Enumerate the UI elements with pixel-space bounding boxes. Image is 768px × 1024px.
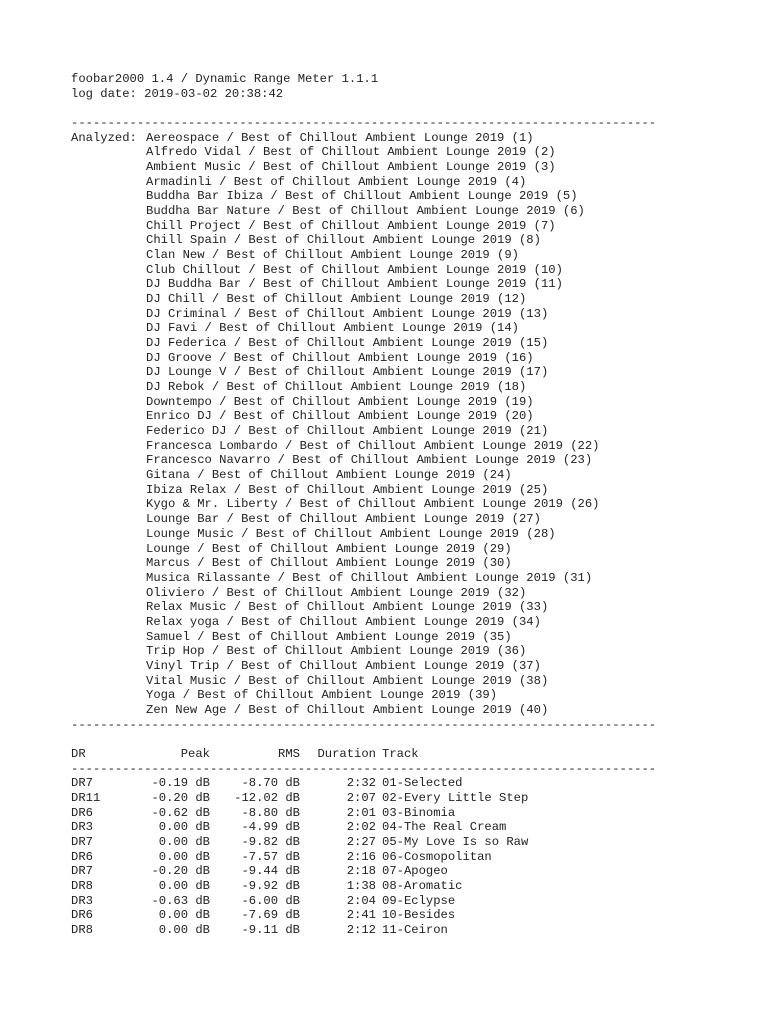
analyzed-item <box>71 380 768 395</box>
analyzed-indent <box>71 483 146 498</box>
analyzed-item <box>71 497 768 512</box>
analyzed-item-text: Armadinli / Best of Chillout Ambient Lounge 2019 (4) <box>146 174 527 189</box>
analyzed-list <box>71 131 768 718</box>
cell-rms: -9.82 dB <box>241 834 300 849</box>
analyzed-label: Analyzed: <box>71 130 137 145</box>
analyzed-item-text: Aereospace / Best of Chillout Ambient Lounge 2019 (1) <box>146 130 534 145</box>
table-row <box>71 820 768 835</box>
analyzed-item-text: Vinyl Trip / Best of Chillout Ambient Lounge 2019 (37) <box>146 658 541 673</box>
cell-rms: -7.69 dB <box>241 908 300 923</box>
analyzed-indent <box>71 600 146 615</box>
analyzed-indent <box>71 145 146 160</box>
analyzed-item <box>71 321 768 336</box>
cell-dr: DR11 <box>71 790 101 805</box>
analyzed-indent <box>71 189 146 204</box>
header-dr: DR <box>71 746 86 761</box>
cell-rms: -9.44 dB <box>241 864 300 879</box>
analyzed-indent <box>71 659 146 674</box>
analyzed-item-text: Clan New / Best of Chillout Ambient Lounge 2019 (9) <box>146 248 519 263</box>
cell-track: 09-Eclypse <box>382 893 456 908</box>
analyzed-indent <box>71 233 146 248</box>
analyzed-item <box>71 688 768 703</box>
analyzed-item <box>71 674 768 689</box>
analyzed-item-text: Buddha Bar Nature / Best of Chillout Ambient Lounge 2019 (6) <box>146 204 585 219</box>
analyzed-item <box>71 292 768 307</box>
analyzed-item <box>71 336 768 351</box>
analyzed-item-text: Marcus / Best of Chillout Ambient Lounge 2019 (30) <box>146 556 512 571</box>
analyzed-item-text: Relax yoga / Best of Chillout Ambient Lounge 2019 (34) <box>146 614 541 629</box>
analyzed-item-text: Ibiza Relax / Best of Chillout Ambient Lounge 2019 (25) <box>146 482 549 497</box>
analyzed-item-text: DJ Criminal / Best of Chillout Ambient Lounge 2019 (13) <box>146 306 549 321</box>
cell-track: 03-Binomia <box>382 805 456 820</box>
cell-peak: 0.00 dB <box>158 820 210 835</box>
separator-analyzed-end: -------------------------------------------------------------------------------- <box>71 717 657 732</box>
analyzed-item <box>71 468 768 483</box>
cell-duration: 2:32 <box>346 776 376 791</box>
analyzed-item-text: Alfredo Vidal / Best of Chillout Ambient Lounge 2019 (2) <box>146 145 556 160</box>
analyzed-indent <box>71 542 146 557</box>
analyzed-item-text: Federico DJ / Best of Chillout Ambient Lounge 2019 (21) <box>146 424 549 439</box>
analyzed-item <box>71 175 768 190</box>
analyzed-item-text: Relax Music / Best of Chillout Ambient Lounge 2019 (33) <box>146 600 549 615</box>
cell-dr: DR7 <box>71 834 93 849</box>
analyzed-item <box>71 204 768 219</box>
header-peak: Peak <box>180 746 210 761</box>
header-line-1: foobar2000 1.4 / Dynamic Range Meter 1.1.1 <box>71 72 379 86</box>
analyzed-indent <box>71 615 146 630</box>
analyzed-item <box>71 409 768 424</box>
analyzed-indent <box>71 160 146 175</box>
cell-peak: 0.00 dB <box>158 908 210 923</box>
analyzed-item <box>71 395 768 410</box>
cell-peak: 0.00 dB <box>158 849 210 864</box>
analyzed-item <box>71 233 768 248</box>
cell-track: 07-Apogeo <box>382 864 448 879</box>
table-body <box>71 776 768 937</box>
cell-dr: DR3 <box>71 820 93 835</box>
analyzed-indent <box>71 439 146 454</box>
cell-rms: -4.99 dB <box>241 820 300 835</box>
analyzed-item <box>71 659 768 674</box>
analyzed-item-text: DJ Favi / Best of Chillout Ambient Lounge 2019 (14) <box>146 321 519 336</box>
cell-peak: -0.19 dB <box>151 776 210 791</box>
analyzed-indent <box>71 351 146 366</box>
cell-dr: DR7 <box>71 864 93 879</box>
analyzed-indent <box>71 175 146 190</box>
analyzed-indent <box>71 497 146 512</box>
cell-rms: -12.02 dB <box>234 790 300 805</box>
analyzed-indent <box>71 527 146 542</box>
analyzed-item <box>71 615 768 630</box>
analyzed-item-text: Samuel / Best of Chillout Ambient Lounge 2019 (35) <box>146 629 512 644</box>
analyzed-item <box>71 542 768 557</box>
analyzed-item <box>71 263 768 278</box>
separator-top: -------------------------------------------------------------------------------- <box>71 116 657 131</box>
cell-track: 11-Ceiron <box>382 922 448 937</box>
cell-peak: 0.00 dB <box>158 878 210 893</box>
analyzed-item <box>71 556 768 571</box>
analyzed-item-text: DJ Buddha Bar / Best of Chillout Ambient Lounge 2019 (11) <box>146 277 563 292</box>
cell-track: 08-Aromatic <box>382 878 463 893</box>
analyzed-item-text: Ambient Music / Best of Chillout Ambient Lounge 2019 (3) <box>146 160 556 175</box>
analyzed-item <box>71 586 768 601</box>
analyzed-indent <box>71 688 146 703</box>
analyzed-item <box>71 131 768 146</box>
cell-rms: -6.00 dB <box>241 893 300 908</box>
analyzed-item <box>71 439 768 454</box>
cell-rms: -8.80 dB <box>241 805 300 820</box>
cell-peak: -0.20 dB <box>151 864 210 879</box>
cell-rms: -8.70 dB <box>241 776 300 791</box>
analyzed-indent <box>71 204 146 219</box>
cell-duration: 2:41 <box>346 908 376 923</box>
cell-peak: -0.62 dB <box>151 805 210 820</box>
analyzed-indent <box>71 453 146 468</box>
analyzed-item <box>71 365 768 380</box>
cell-duration: 1:38 <box>346 878 376 893</box>
blank-line <box>71 732 768 747</box>
analyzed-indent <box>71 321 146 336</box>
analyzed-item <box>71 277 768 292</box>
analyzed-indent <box>71 703 146 718</box>
cell-dr: DR3 <box>71 893 93 908</box>
analyzed-item-text: Downtempo / Best of Chillout Ambient Lounge 2019 (19) <box>146 394 534 409</box>
cell-duration: 2:02 <box>346 820 376 835</box>
analyzed-item <box>71 453 768 468</box>
analyzed-indent <box>71 424 146 439</box>
analyzed-item <box>71 160 768 175</box>
table-row <box>71 776 768 791</box>
analyzed-item <box>71 248 768 263</box>
analyzed-indent <box>71 512 146 527</box>
analyzed-item <box>71 703 768 718</box>
analyzed-item-text: Lounge Music / Best of Chillout Ambient Lounge 2019 (28) <box>146 526 556 541</box>
cell-peak: -0.63 dB <box>151 893 210 908</box>
analyzed-item-text: Chill Project / Best of Chillout Ambient Lounge 2019 (7) <box>146 218 556 233</box>
cell-peak: 0.00 dB <box>158 922 210 937</box>
blank-line <box>71 101 768 116</box>
header-duration: Duration <box>317 746 376 761</box>
analyzed-item-text: Yoga / Best of Chillout Ambient Lounge 2019 (39) <box>146 688 498 703</box>
analyzed-item-text: DJ Chill / Best of Chillout Ambient Lounge 2019 (12) <box>146 292 527 307</box>
analyzed-item-text: Lounge / Best of Chillout Ambient Lounge 2019 (29) <box>146 541 512 556</box>
analyzed-item-text: Zen New Age / Best of Chillout Ambient Lounge 2019 (40) <box>146 702 549 717</box>
analyzed-item <box>71 145 768 160</box>
analyzed-indent <box>71 674 146 689</box>
analyzed-indent <box>71 365 146 380</box>
table-row <box>71 923 768 938</box>
analyzed-item <box>71 307 768 322</box>
analyzed-item <box>71 527 768 542</box>
cell-dr: DR7 <box>71 776 93 791</box>
analyzed-indent <box>71 219 146 234</box>
analyzed-indent <box>71 292 146 307</box>
analyzed-item-text: DJ Federica / Best of Chillout Ambient Lounge 2019 (15) <box>146 336 549 351</box>
cell-dr: DR6 <box>71 908 93 923</box>
analyzed-item-text: Francesco Navarro / Best of Chillout Ambient Lounge 2019 (23) <box>146 453 593 468</box>
analyzed-indent <box>71 556 146 571</box>
cell-track: 06-Cosmopolitan <box>382 849 492 864</box>
cell-peak: -0.20 dB <box>151 790 210 805</box>
analyzed-indent <box>71 380 146 395</box>
table-row <box>71 791 768 806</box>
cell-duration: 2:07 <box>346 790 376 805</box>
analyzed-item <box>71 189 768 204</box>
analyzed-item-text: Enrico DJ / Best of Chillout Ambient Lounge 2019 (20) <box>146 409 534 424</box>
cell-duration: 2:04 <box>346 893 376 908</box>
cell-duration: 2:27 <box>346 834 376 849</box>
cell-rms: -9.92 dB <box>241 878 300 893</box>
analyzed-indent <box>71 395 146 410</box>
analyzed-indent <box>71 644 146 659</box>
cell-duration: 2:01 <box>346 805 376 820</box>
analyzed-item-text: Chill Spain / Best of Chillout Ambient Lounge 2019 (8) <box>146 233 541 248</box>
analyzed-item-text: Buddha Bar Ibiza / Best of Chillout Ambient Lounge 2019 (5) <box>146 189 578 204</box>
table-header <box>71 747 768 762</box>
analyzed-item-text: Kygo & Mr. Liberty / Best of Chillout Ambient Lounge 2019 (26) <box>146 497 600 512</box>
analyzed-indent <box>71 336 146 351</box>
cell-duration: 2:18 <box>346 864 376 879</box>
table-row <box>71 806 768 821</box>
cell-track: 04-The Real Cream <box>382 820 507 835</box>
table-row <box>71 908 768 923</box>
analyzed-indent <box>71 586 146 601</box>
analyzed-indent <box>71 409 146 424</box>
header-line-2: log date: 2019-03-02 20:38:42 <box>71 86 284 101</box>
analyzed-indent <box>71 263 146 278</box>
analyzed-item-text: Musica Rilassante / Best of Chillout Ambient Lounge 2019 (31) <box>146 570 593 585</box>
analyzed-item <box>71 571 768 586</box>
cell-dr: DR8 <box>71 878 93 893</box>
cell-peak: 0.00 dB <box>158 834 210 849</box>
cell-track: 10-Besides <box>382 908 456 923</box>
table-row <box>71 879 768 894</box>
table-row <box>71 850 768 865</box>
analyzed-item <box>71 424 768 439</box>
analyzed-item <box>71 600 768 615</box>
cell-dr: DR8 <box>71 922 93 937</box>
cell-track: 02-Every Little Step <box>382 790 529 805</box>
analyzed-item-text: Oliviero / Best of Chillout Ambient Lounge 2019 (32) <box>146 585 527 600</box>
analyzed-item <box>71 630 768 645</box>
analyzed-item-text: Gitana / Best of Chillout Ambient Lounge 2019 (24) <box>146 468 512 483</box>
analyzed-indent <box>71 248 146 263</box>
analyzed-item-text: Vital Music / Best of Chillout Ambient Lounge 2019 (38) <box>146 673 549 688</box>
cell-duration: 2:16 <box>346 849 376 864</box>
analyzed-item-text: DJ Groove / Best of Chillout Ambient Lounge 2019 (16) <box>146 350 534 365</box>
analyzed-item-text: Trip Hop / Best of Chillout Ambient Lounge 2019 (36) <box>146 644 527 659</box>
header-track: Track <box>382 746 419 761</box>
cell-rms: -9.11 dB <box>241 922 300 937</box>
analyzed-item <box>71 483 768 498</box>
analyzed-item-text: DJ Rebok / Best of Chillout Ambient Lounge 2019 (18) <box>146 380 527 395</box>
cell-dr: DR6 <box>71 849 93 864</box>
cell-track: 01-Selected <box>382 776 463 791</box>
cell-track: 05-My Love Is so Raw <box>382 834 529 849</box>
cell-rms: -7.57 dB <box>241 849 300 864</box>
analyzed-indent <box>71 277 146 292</box>
separator-table: -------------------------------------------------------------------------------- <box>71 761 657 776</box>
analyzed-item-text: Lounge Bar / Best of Chillout Ambient Lounge 2019 (27) <box>146 512 541 527</box>
table-row <box>71 835 768 850</box>
cell-duration: 2:12 <box>346 922 376 937</box>
analyzed-indent <box>71 571 146 586</box>
analyzed-item-text: DJ Lounge V / Best of Chillout Ambient Lounge 2019 (17) <box>146 365 549 380</box>
analyzed-item-text: Club Chillout / Best of Chillout Ambient Lounge 2019 (10) <box>146 262 563 277</box>
analyzed-item-text: Francesca Lombardo / Best of Chillout Ambient Lounge 2019 (22) <box>146 438 600 453</box>
analyzed-indent <box>71 307 146 322</box>
analyzed-item <box>71 351 768 366</box>
analyzed-indent <box>71 468 146 483</box>
cell-dr: DR6 <box>71 805 93 820</box>
analyzed-item <box>71 644 768 659</box>
analyzed-item <box>71 219 768 234</box>
table-row <box>71 894 768 909</box>
table-row <box>71 864 768 879</box>
header-rms: RMS <box>278 746 300 761</box>
analyzed-item <box>71 512 768 527</box>
analyzed-indent <box>71 630 146 645</box>
